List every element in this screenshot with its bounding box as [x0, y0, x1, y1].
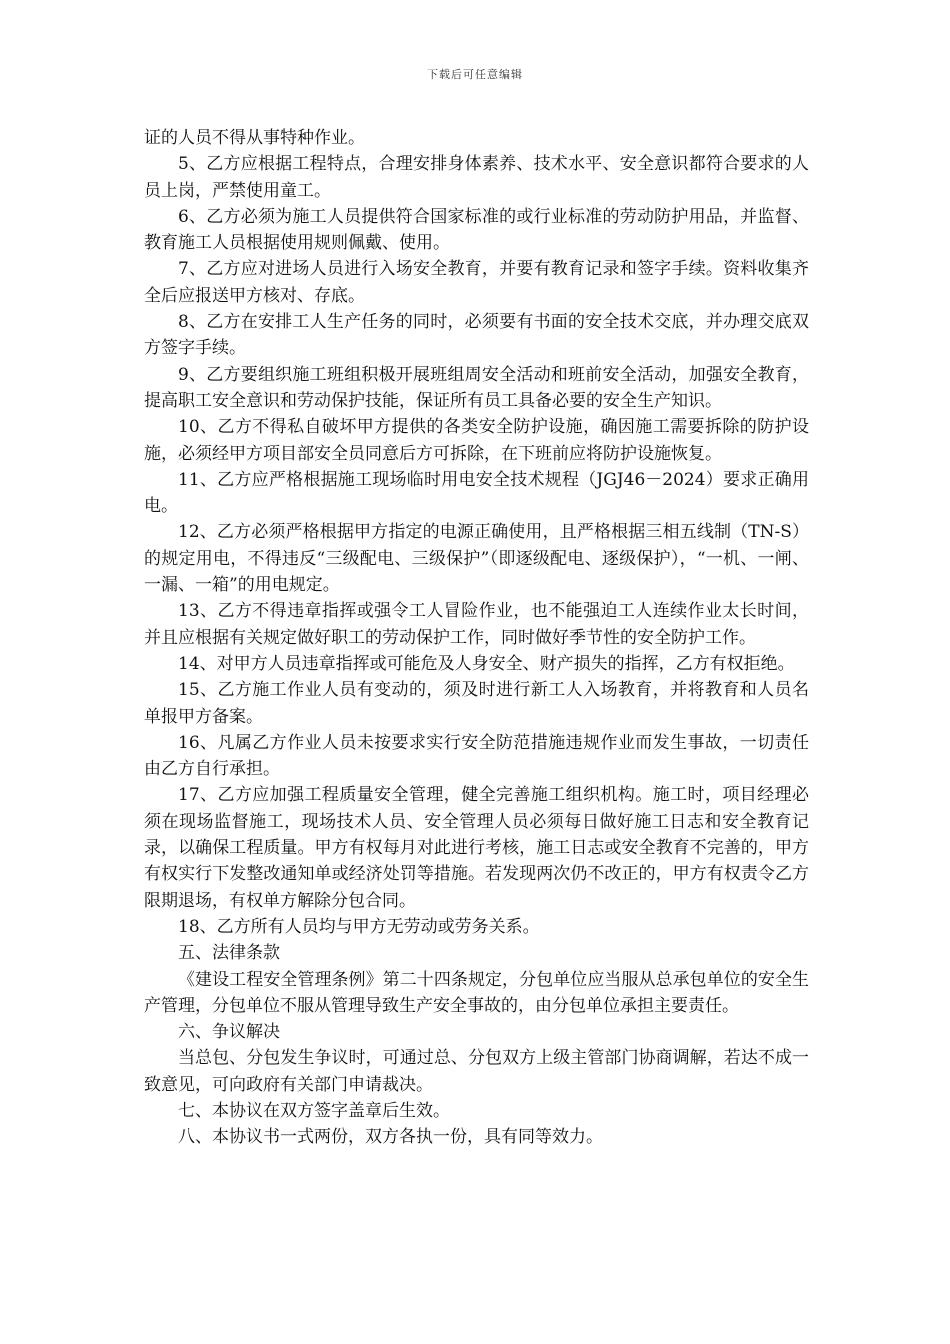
section-heading: 八、本协议书一式两份，双方各执一份，具有同等效力。 — [178, 1127, 603, 1148]
paragraph: 13、乙方不得违章指挥或强令工人冒险作业，也不能强迫工人连续作业太长时间，并且应根据有关规定做好职工的劳动保护工作，同时做好季节性的安全防护工作。 — [144, 601, 809, 648]
paragraph: 18、乙方所有人员均与甲方无劳动或劳务关系。 — [178, 916, 540, 937]
paragraph: 12、乙方必须严格根据甲方指定的电源正确使用，且严格根据三相五线制（TN-S）的规定用电，不得违反“三级配电、三级保护”（即逐级配电、逐级保护），“一机、一闸、一漏、一箱”的用电规定。 — [144, 522, 809, 596]
section-heading: 六、争议解决 — [178, 1022, 280, 1043]
section-heading: 五、法律条款 — [178, 943, 280, 964]
paragraph: 17、乙方应加强工程质量安全管理，健全完善施工组织机构。施工时，项目经理必须在现场监督施工，现场技术人员、安全管理人员必须每日做好施工日志和安全教育记录，以确保工程质量。甲方有权每月对此进行考核，施工日志或安全教育不完善的，甲方有权实行下发整改通知单或经济处罚等措施。若发现两次仍不改正的，甲方有权责令乙方限期退场，有权单方解除分包合同。 — [144, 785, 809, 911]
paragraph: 当总包、分包发生争议时，可通过总、分包双方上级主管部门协商调解，若达不成一致意见，可向政府有关部门申请裁决。 — [144, 1048, 809, 1095]
paragraph: 10、乙方不得私自破坏甲方提供的各类安全防护设施，确因施工需要拆除的防护设施，必须经甲方项目部安全员同意后方可拆除，在下班前应将防护设施恢复。 — [144, 417, 809, 464]
paragraph: 14、对甲方人员违章指挥或可能危及人身安全、财产损失的指挥，乙方有权拒绝。 — [178, 653, 795, 674]
paragraph: 15、乙方施工作业人员有变动的，须及时进行新工人入场教育，并将教育和人员名单报甲方备案。 — [144, 680, 809, 727]
document-body — [144, 125, 809, 1151]
paragraph: 证的人员不得从事特种作业。 — [144, 128, 365, 148]
paragraph: 8、乙方在安排工人生产任务的同时，必须要有书面的安全技术交底，并办理交底双方签字手续。 — [144, 312, 809, 359]
paragraph: 5、乙方应根据工程特点，合理安排身体素养、技术水平、安全意识都符合要求的人员上岗，严禁使用童工。 — [144, 154, 809, 201]
paragraph: 7、乙方应对进场人员进行入场安全教育，并要有教育记录和签字手续。资料收集齐全后应报送甲方核对、存底。 — [144, 259, 809, 306]
paragraph: 16、凡属乙方作业人员未按要求实行安全防范措施违规作业而发生事故，一切责任由乙方自行承担。 — [144, 732, 809, 780]
paragraph: 11、乙方应严格根据施工现场临时用电安全技术规程（JGJ46－2024）要求正确用电。 — [144, 469, 809, 517]
page-header: 下载后可任意编辑 — [427, 68, 523, 81]
paragraph: 6、乙方必须为施工人员提供符合国家标准的或行业标准的劳动防护用品，并监督、教育施工人员根据使用规则佩戴、使用。 — [144, 206, 809, 254]
section-heading: 七、本协议在双方签字盖章后生效。 — [178, 1100, 450, 1121]
paragraph: 9、乙方要组织施工班组积极开展班组周安全活动和班前安全活动，加强安全教育，提高职工安全意识和劳动保护技能，保证所有员工具备必要的安全生产知识。 — [144, 364, 809, 411]
paragraph: 《建设工程安全管理条例》第二十四条规定，分包单位应当服从总承包单位的安全生产管理，分包单位不服从管理导致生产安全事故的，由分包单位承担主要责任。 — [144, 969, 809, 1016]
